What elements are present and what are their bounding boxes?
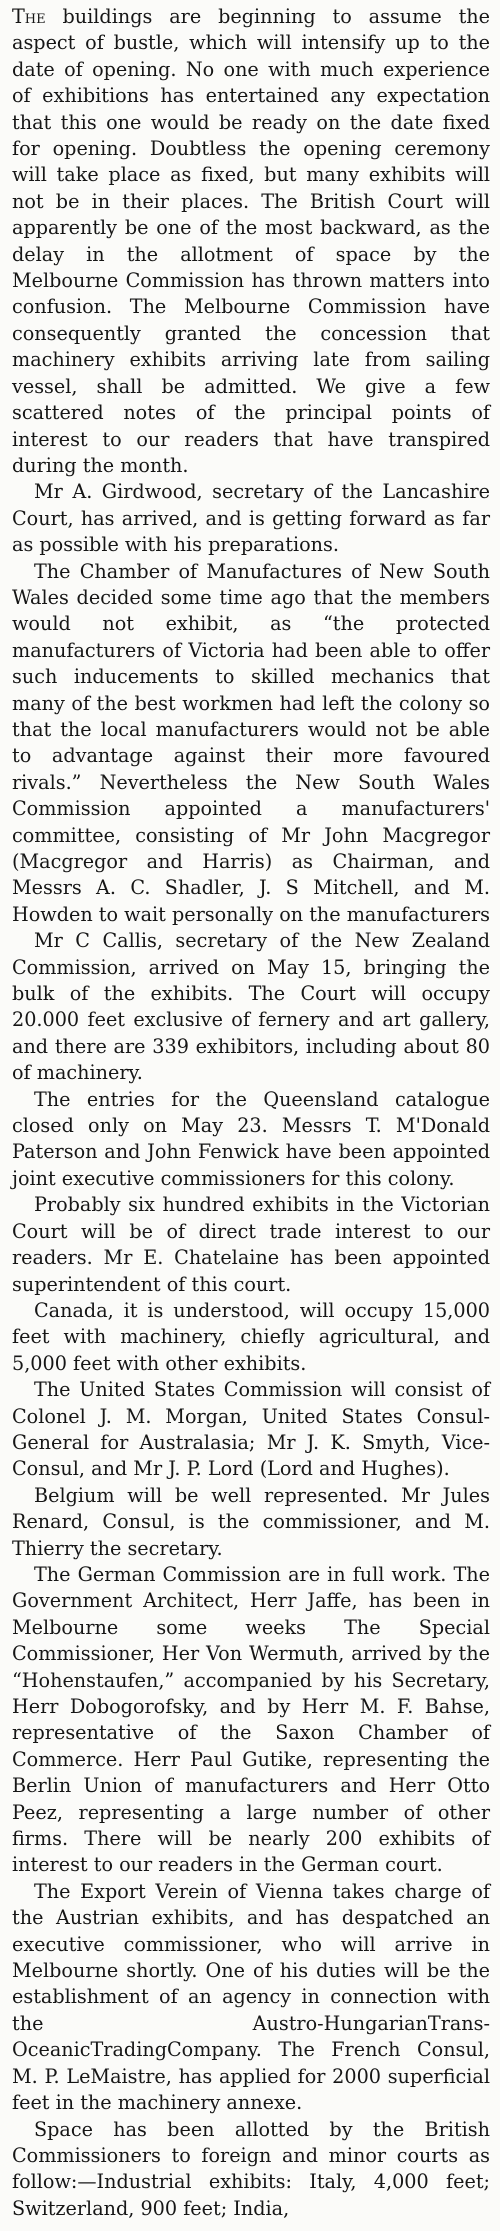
article-paragraph-7: Canada, it is understood, will occupy 15,000 feet with machinery, chiefly agricultural, and 5,000 feet with other exhibits. bbox=[12, 1298, 490, 1375]
article-paragraph-12: Space has been allotted by the British Commissioners to foreign and minor courts as follow:—Industrial exhibits: Italy, 4,000 feet; Switzerland, 900 feet; India, bbox=[12, 2117, 490, 2220]
article-paragraph-5: The entries for the Queensland catalogue closed only on May 23. Messrs T. M'Donald Paterson and John Fenwick have been appointed joint executive commissioners for this colony. bbox=[12, 1087, 490, 1190]
article-paragraph-9: Belgium will be well represented. Mr Jules Renard, Consul, is the commissioner, and M. Thierry the secretary. bbox=[12, 1483, 490, 1560]
article-paragraph-11: The Export Verein of Vienna takes charge of the Austrian exhibits, and has despatched an executive commissioner, who will arrive in Melbourne shortly. One of his duties will be the establishment of an agency in connection with the Austro-HungarianTrans-OceanicTradingCompany. The French Consul, M. P. LeMaistre, has applied for 2000 superficial feet in the machinery annexe. bbox=[12, 1879, 490, 2115]
article-paragraph-3: The Chamber of Manufactures of New South Wales decided some time ago that the members would not exhibit, as “the protected manufacturers of Victoria had been able to offer such inducements to skilled mechanics that many of the best workmen had left the colony so that the local manufacturers would not be able to advantage against their more favoured rivals.” Nevertheless the New South Wales Commission appointed a manufacturers' committee, consisting of Mr John Macgregor (Macgregor and Harris) as Chairman, and Messrs A. C. Shadler, J. S Mitchell, and M. Howden to wait personally on the manufacturers bbox=[12, 559, 490, 926]
lead-word: The bbox=[12, 5, 46, 28]
article-paragraph-2: Mr A. Girdwood, secretary of the Lancashire Court, has arrived, and is getting forward as far as possible with his preparations. bbox=[12, 480, 490, 557]
article-paragraph-10: The German Commission are in full work. The Government Architect, Herr Jaffe, has been in Melbourne some weeks The Special Commissioner, Her Von Wermuth, arrived by the “Hohenstaufen,” accompanied by his Secretary, Herr Dobogorofsky, and by Herr M. F. Bahse, representative of the Saxon Chamber of Commerce. Herr Paul Gutike, representing the Berlin Union of manufacturers and Herr Otto Peez, representing a large number of other firms. There will be nearly 200 exhibits of interest to our readers in the German court. bbox=[12, 1562, 490, 1877]
article-paragraph-8: The United States Commission will consist of Colonel J. M. Morgan, United States Consul-General for Australasia; Mr J. K. Smyth, Vice-Consul, and Mr J. P. Lord (Lord and Hughes). bbox=[12, 1378, 490, 1481]
article-paragraph-4: Mr C Callis, secretary of the New Zealand Commission, arrived on May 15, bringing the bulk of the exhibits. The Court will occupy 20.000 feet exclusive of fernery and art gallery, and there are 339 exhibitors, including about 80 of machinery. bbox=[12, 929, 490, 1085]
article-paragraph-1 bbox=[12, 4, 490, 479]
paragraph-text: buildings are beginning to assume the aspect of bustle, which will intensify up to the date of opening. No one with much experience of exhibitions has entertained any expectation that this one would be ready on the date fixed for opening. Doubtless the opening ceremony will take place as fixed, but many exhibits will not be in their places. The British Court will apparently be one of the most backward, as the delay in the allotment of space by the Melbourne Commission has thrown matters into confusion. The Melbourne Commission have consequently granted the concession that machinery exhibits arriving late from sailing vessel, shall be admitted. We give a few scattered notes of the principal points of interest to our readers that have transpired during the month. bbox=[12, 5, 490, 477]
article-paragraph-6: Probably six hundred exhibits in the Victorian Court will be of direct trade interest to our readers. Mr E. Chatelaine has been appointed superintendent of this court. bbox=[12, 1193, 490, 1296]
